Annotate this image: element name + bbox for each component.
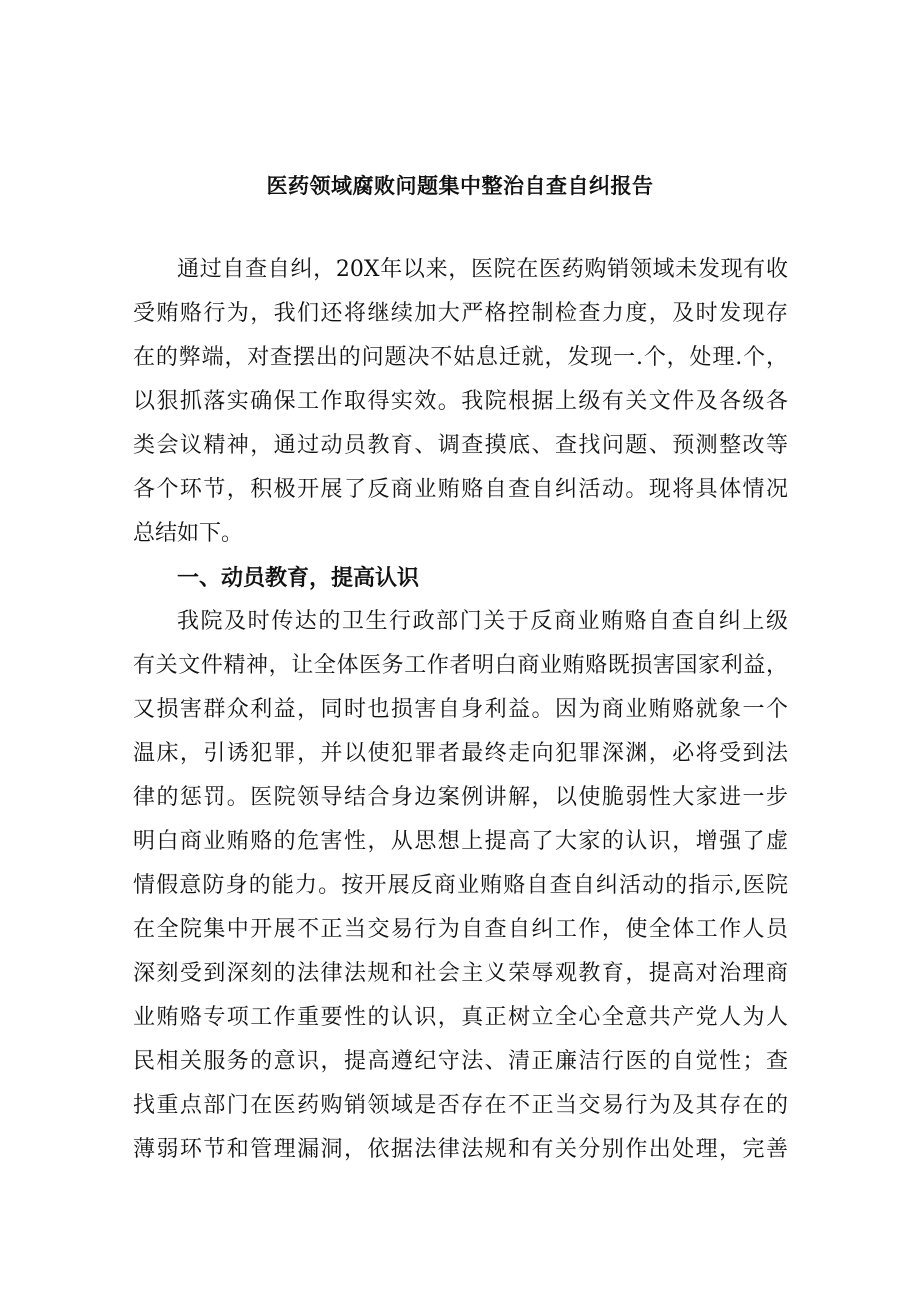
body-line: 情假意防身的能力。按开展反商业贿赂自查自纠活动的指示,医院 (133, 873, 788, 898)
body-line: 在全院集中开展不正当交易行为自查自纠工作，使全体工作人员 (133, 917, 788, 942)
body-line: 我院及时传达的卫生行政部门关于反商业贿赂自查自纠上级 (177, 609, 788, 634)
body-line: 有关文件精神，让全体医务工作者明白商业贿赂既损害国家利益， (133, 653, 788, 678)
body-line: 深刻受到深刻的法律法规和社会主义荣辱观教育，提高对治理商 (133, 961, 788, 986)
intro-line: 类会议精神，通过动员教育、调查摸底、查找问题、预测整改等 (133, 433, 788, 458)
body-line: 找重点部门在医药购销领域是否存在不正当交易行为及其存在的 (133, 1093, 788, 1118)
intro-line: 通过自查自纠，20X年以来，医院在医药购销领域未发现有收 (177, 257, 788, 282)
body-line: 业贿赂专项工作重要性的认识，真正树立全心全意共产党人为人 (133, 1005, 788, 1030)
intro-line: 总结如下。 (133, 521, 244, 546)
body-line: 薄弱环节和管理漏洞，依据法律法规和有关分别作出处理，完善 (133, 1137, 788, 1162)
body-line: 又损害群众利益，同时也损害自身利益。因为商业贿赂就象一个 (133, 697, 788, 722)
body-line: 民相关服务的意识，提高遵纪守法、清正廉洁行医的自觉性；查 (133, 1049, 788, 1074)
body-line: 明白商业贿赂的危害性，从思想上提高了大家的认识，增强了虚 (133, 829, 788, 854)
body-line: 温床，引诱犯罪，并以使犯罪者最终走向犯罪深渊，必将受到法 (133, 741, 788, 766)
intro-line: 以狠抓落实确保工作取得实效。我院根据上级有关文件及各级各 (133, 389, 788, 414)
body-line: 律的惩罚。医院领导结合身边案例讲解，以使脆弱性大家进一步 (133, 785, 788, 810)
intro-line: 各个环节，积极开展了反商业贿赂自查自纠活动。现将具体情况 (133, 477, 788, 502)
intro-line: 受贿赂行为，我们还将继续加大严格控制检查力度，及时发现存 (133, 301, 788, 326)
document-title: 医药领域腐败问题集中整治自查自纠报告 (266, 173, 654, 198)
section-heading: 一、动员教育，提高认识 (177, 565, 420, 591)
intro-line: 在的弊端，对查摆出的问题决不姑息迁就，发现一.个，处理.个， (133, 345, 788, 370)
